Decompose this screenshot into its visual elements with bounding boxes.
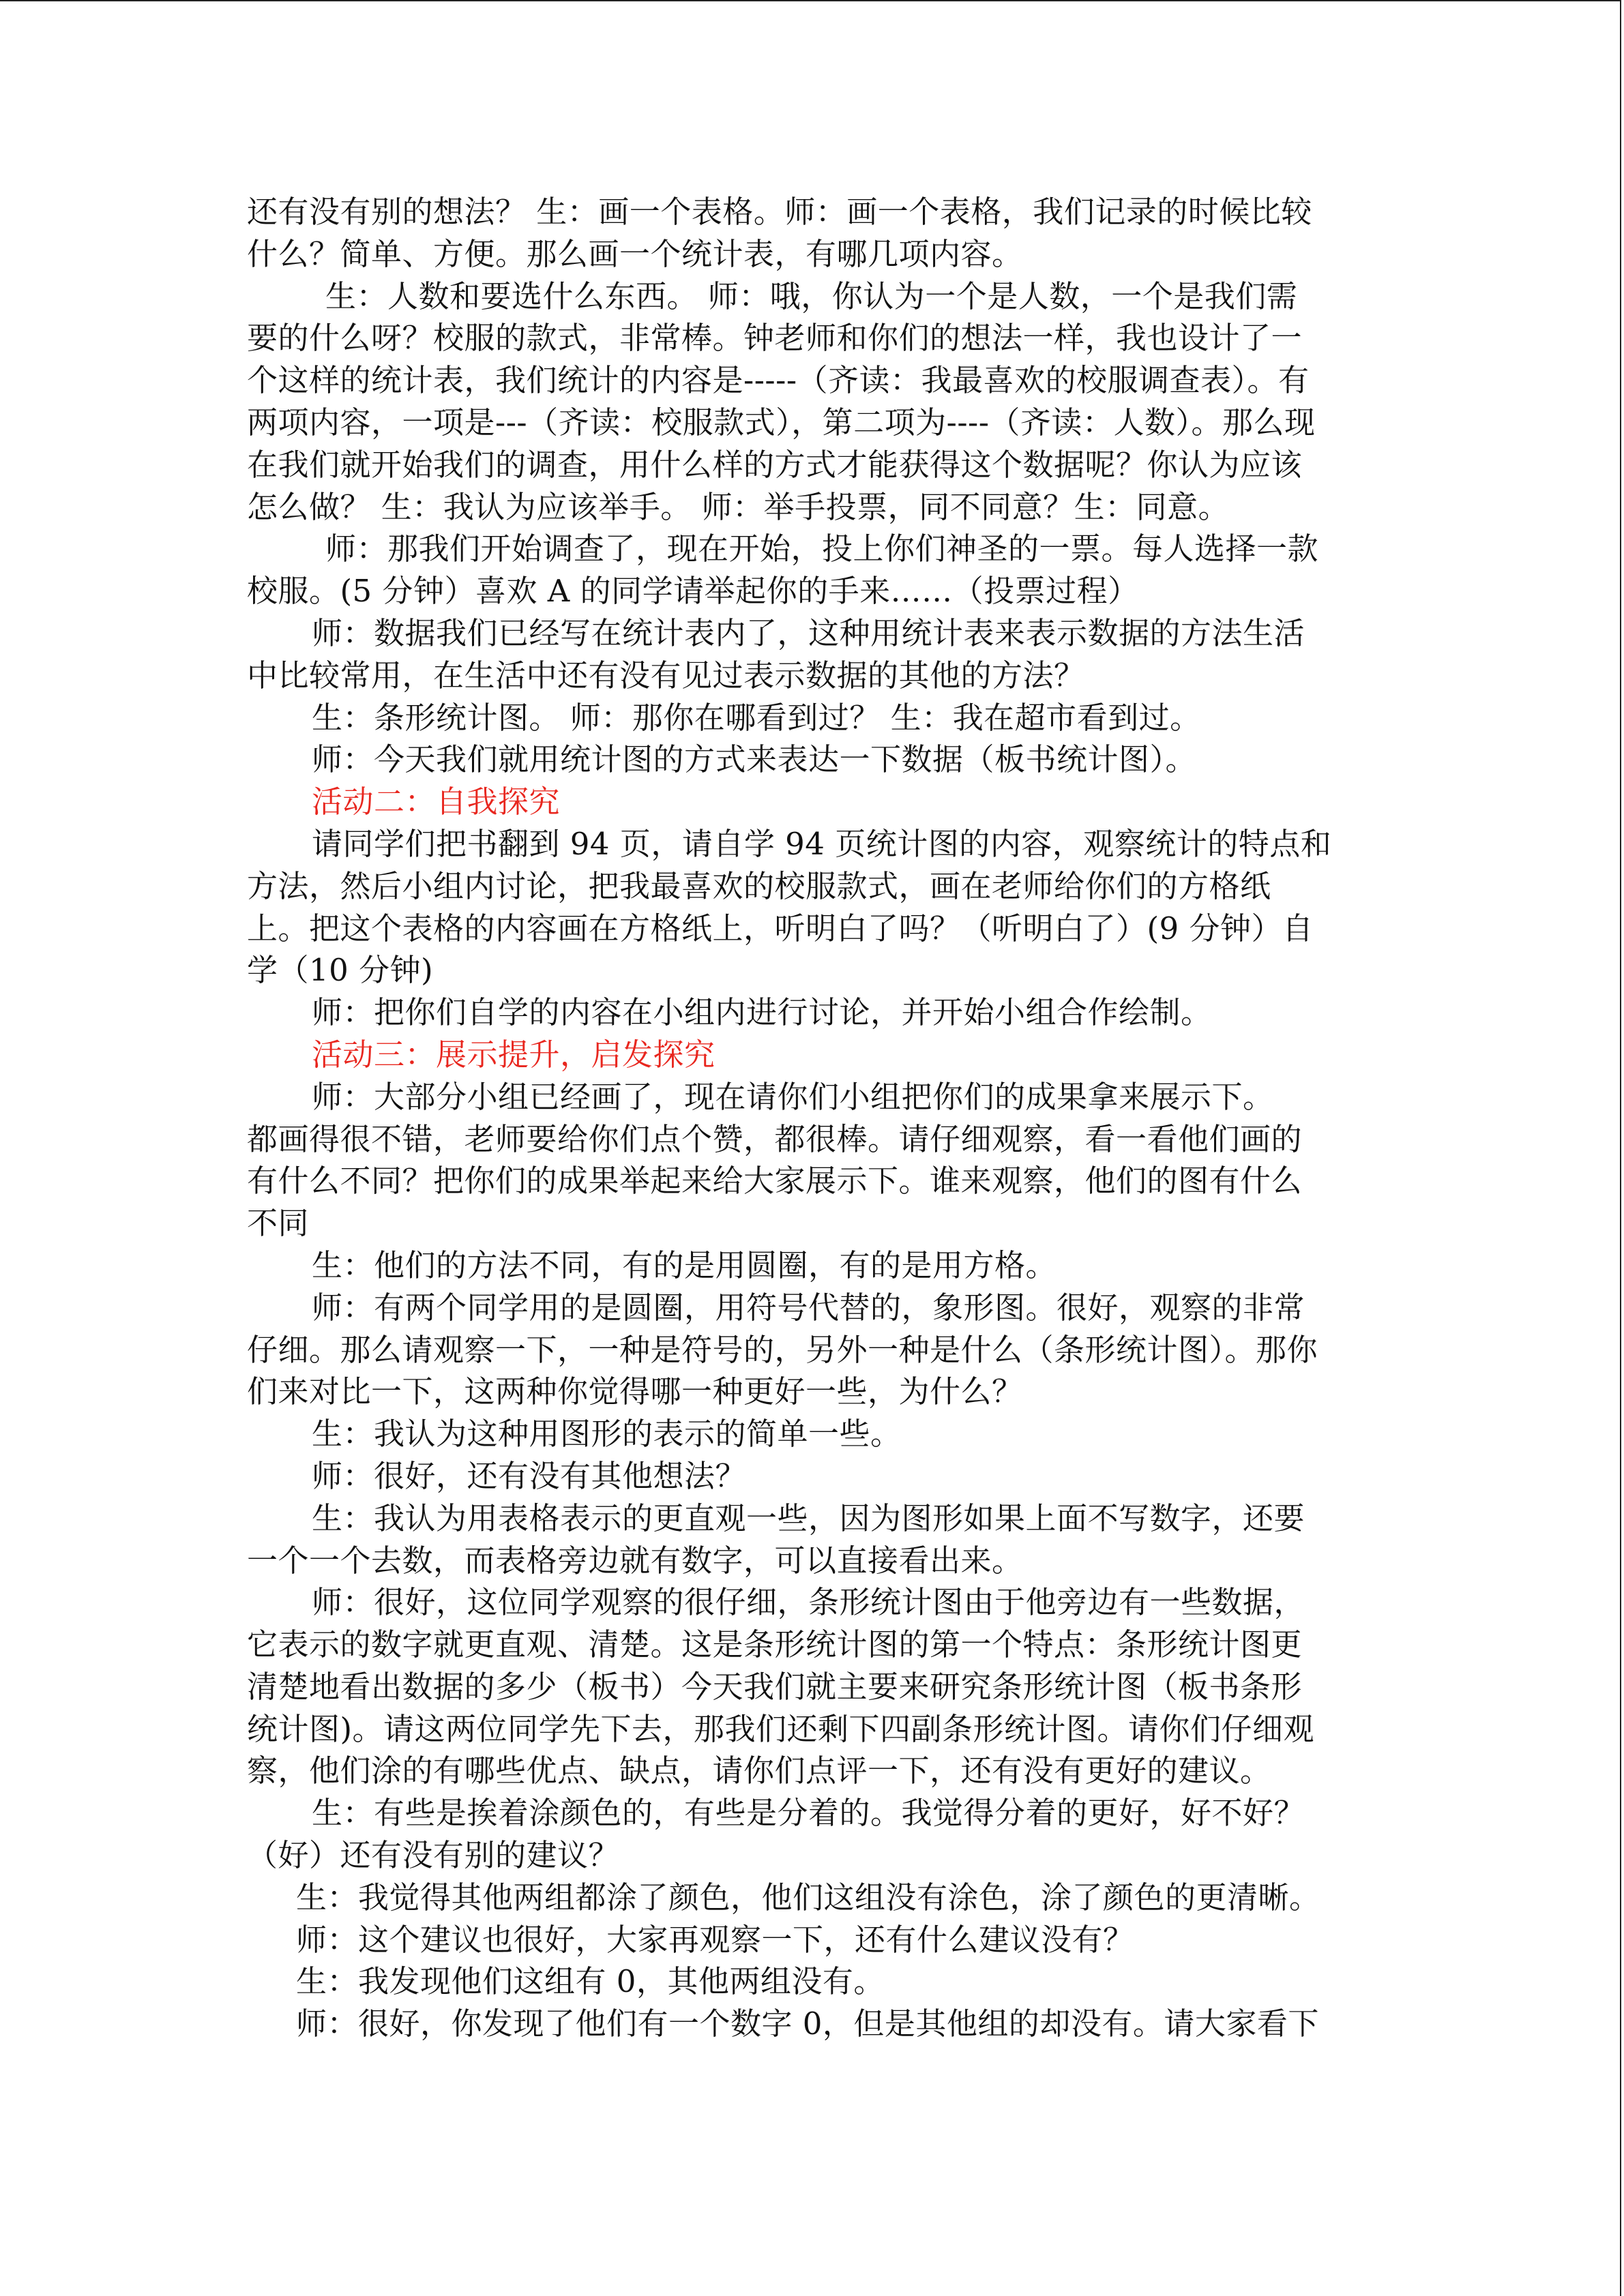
text-line: 两项内容，一项是---（齐读：校服款式），第二项为----（齐读：人数）。那么现 [247,404,1316,441]
text-line: 生：我发现他们这组有 0，其他两组没有。 [296,1963,885,2000]
text-line: 不同 [247,1205,310,1242]
text-line: 校服。(5 分钟）喜欢 A 的同学请举起你的手来……（投票过程） [247,573,1139,610]
text-line: 仔细。那么请观察一下，一种是符号的，另外一种是什么（条形统计图）。那你 [247,1331,1318,1368]
text-line: 师：数据我们已经写在统计表内了，这种用统计表来表示数据的方法生活 [312,614,1305,651]
text-line: 师：很好，你发现了他们有一个数字 0，但是其他组的却没有。请大家看下 [296,2006,1319,2042]
text-line: 师：有两个同学用的是圆圈，用符号代替的，象形图。很好，观察的非常 [312,1289,1305,1326]
text-line: 在我们就开始我们的调查，用什么样的方式才能获得这个数据呢？你认为应该 [247,446,1303,483]
text-line: 一个一个去数，而表格旁边就有数字，可以直接看出来。 [247,1542,1023,1579]
text-line: 生：我觉得其他两组都涂了颜色，他们这组没有涂色，涂了颜色的更清晰。 [296,1879,1320,1915]
text-line: 上。把这个表格的内容画在方格纸上，听明白了吗？（听明白了）(9 分钟）自 [247,910,1314,946]
text-line: 清楚地看出数据的多少（板书）今天我们就主要来研究条形统计图（板书条形 [247,1668,1303,1705]
text-line: 方法，然后小组内讨论，把我最喜欢的校服款式，画在老师给你们的方格纸 [247,867,1271,904]
text-line: 师：把你们自学的内容在小组内进行讨论，并开始小组合作绘制。 [312,994,1212,1031]
section-heading-activity-2: 活动二：自我探究 [312,784,561,820]
text-line: 生：条形统计图。 师：那你在哪看到过？ 生：我在超市看到过。 [312,699,1201,736]
text-line: 们来对比一下，这两种你觉得哪一种更好一些，为什么？ [247,1373,1023,1410]
text-line: 它表示的数字就更直观、清楚。这是条形统计图的第一个特点：条形统计图更 [247,1626,1303,1663]
text-line: 要的什么呀？校服的款式，非常棒。钟老师和你们的想法一样，我也设计了一 [247,320,1303,357]
text-line: （好）还有没有别的建议？ [247,1837,620,1874]
text-line: 师：很好，这位同学观察的很仔细，条形统计图由于他旁边有一些数据， [312,1584,1305,1621]
text-line: 统计图)。请这两位同学先下去，那我们还剩下四副条形统计图。请你们仔细观 [247,1710,1315,1747]
text-line: 生：我认为这种用图形的表示的简单一些。 [312,1416,902,1452]
text-line: 生：我认为用表格表示的更直观一些，因为图形如果上面不写数字，还要 [312,1500,1305,1536]
text-line: 都画得很不错，老师要给你们点个赞，都很棒。请仔细观察，看一看他们画的 [247,1120,1303,1157]
text-line: 生：他们的方法不同，有的是用圆圈，有的是用方格。 [312,1247,1057,1283]
text-line: 师：这个建议也很好，大家再观察一下，还有什么建议没有？ [296,1921,1134,1958]
text-line: 中比较常用，在生活中还有没有见过表示数据的其他的方法？ [247,657,1085,694]
text-line: 师：很好，还有没有其他想法？ [312,1457,747,1494]
text-line: 师：今天我们就用统计图的方式来表达一下数据（板书统计图）。 [312,741,1197,778]
text-line: 怎么做？ 生：我认为应该举手。 师：举手投票，同不同意？生：同意。 [247,488,1230,525]
text-line: 察，他们涂的有哪些优点、缺点，请你们点评一下，还有没有更好的建议。 [247,1753,1271,1789]
text-line: 生：人数和要选什么东西。 师：哦，你认为一个是人数，一个是我们需 [325,278,1298,314]
section-heading-activity-3: 活动三：展示提升，启发探究 [312,1036,715,1073]
text-line: 什么？简单、方便。那么画一个统计表，有哪几项内容。 [247,235,1023,272]
text-line: 请同学们把书翻到 94 页，请自学 94 页统计图的内容，观察统计的特点和 [312,825,1332,862]
text-line: 师：大部分小组已经画了，现在请你们小组把你们的成果拿来展示下。 [312,1078,1274,1115]
document-body [247,191,1383,2045]
text-line: 学（10 分钟) [247,952,434,989]
text-line: 还有没有别的想法？ 生：画一个表格。师：画一个表格，我们记录的时候比较 [247,194,1312,230]
text-line: 生：有些是挨着涂颜色的，有些是分着的。我觉得分着的更好，好不好？ [312,1795,1305,1832]
text-line: 有什么不同？把你们的成果举起来给大家展示下。谁来观察，他们的图有什么 [247,1163,1303,1199]
text-line: 师：那我们开始调查了，现在开始，投上你们神圣的一票。每人选择一款 [325,531,1319,567]
text-line: 个这样的统计表，我们统计的内容是-----（齐读：我最喜欢的校服调查表）。有 [247,362,1310,399]
